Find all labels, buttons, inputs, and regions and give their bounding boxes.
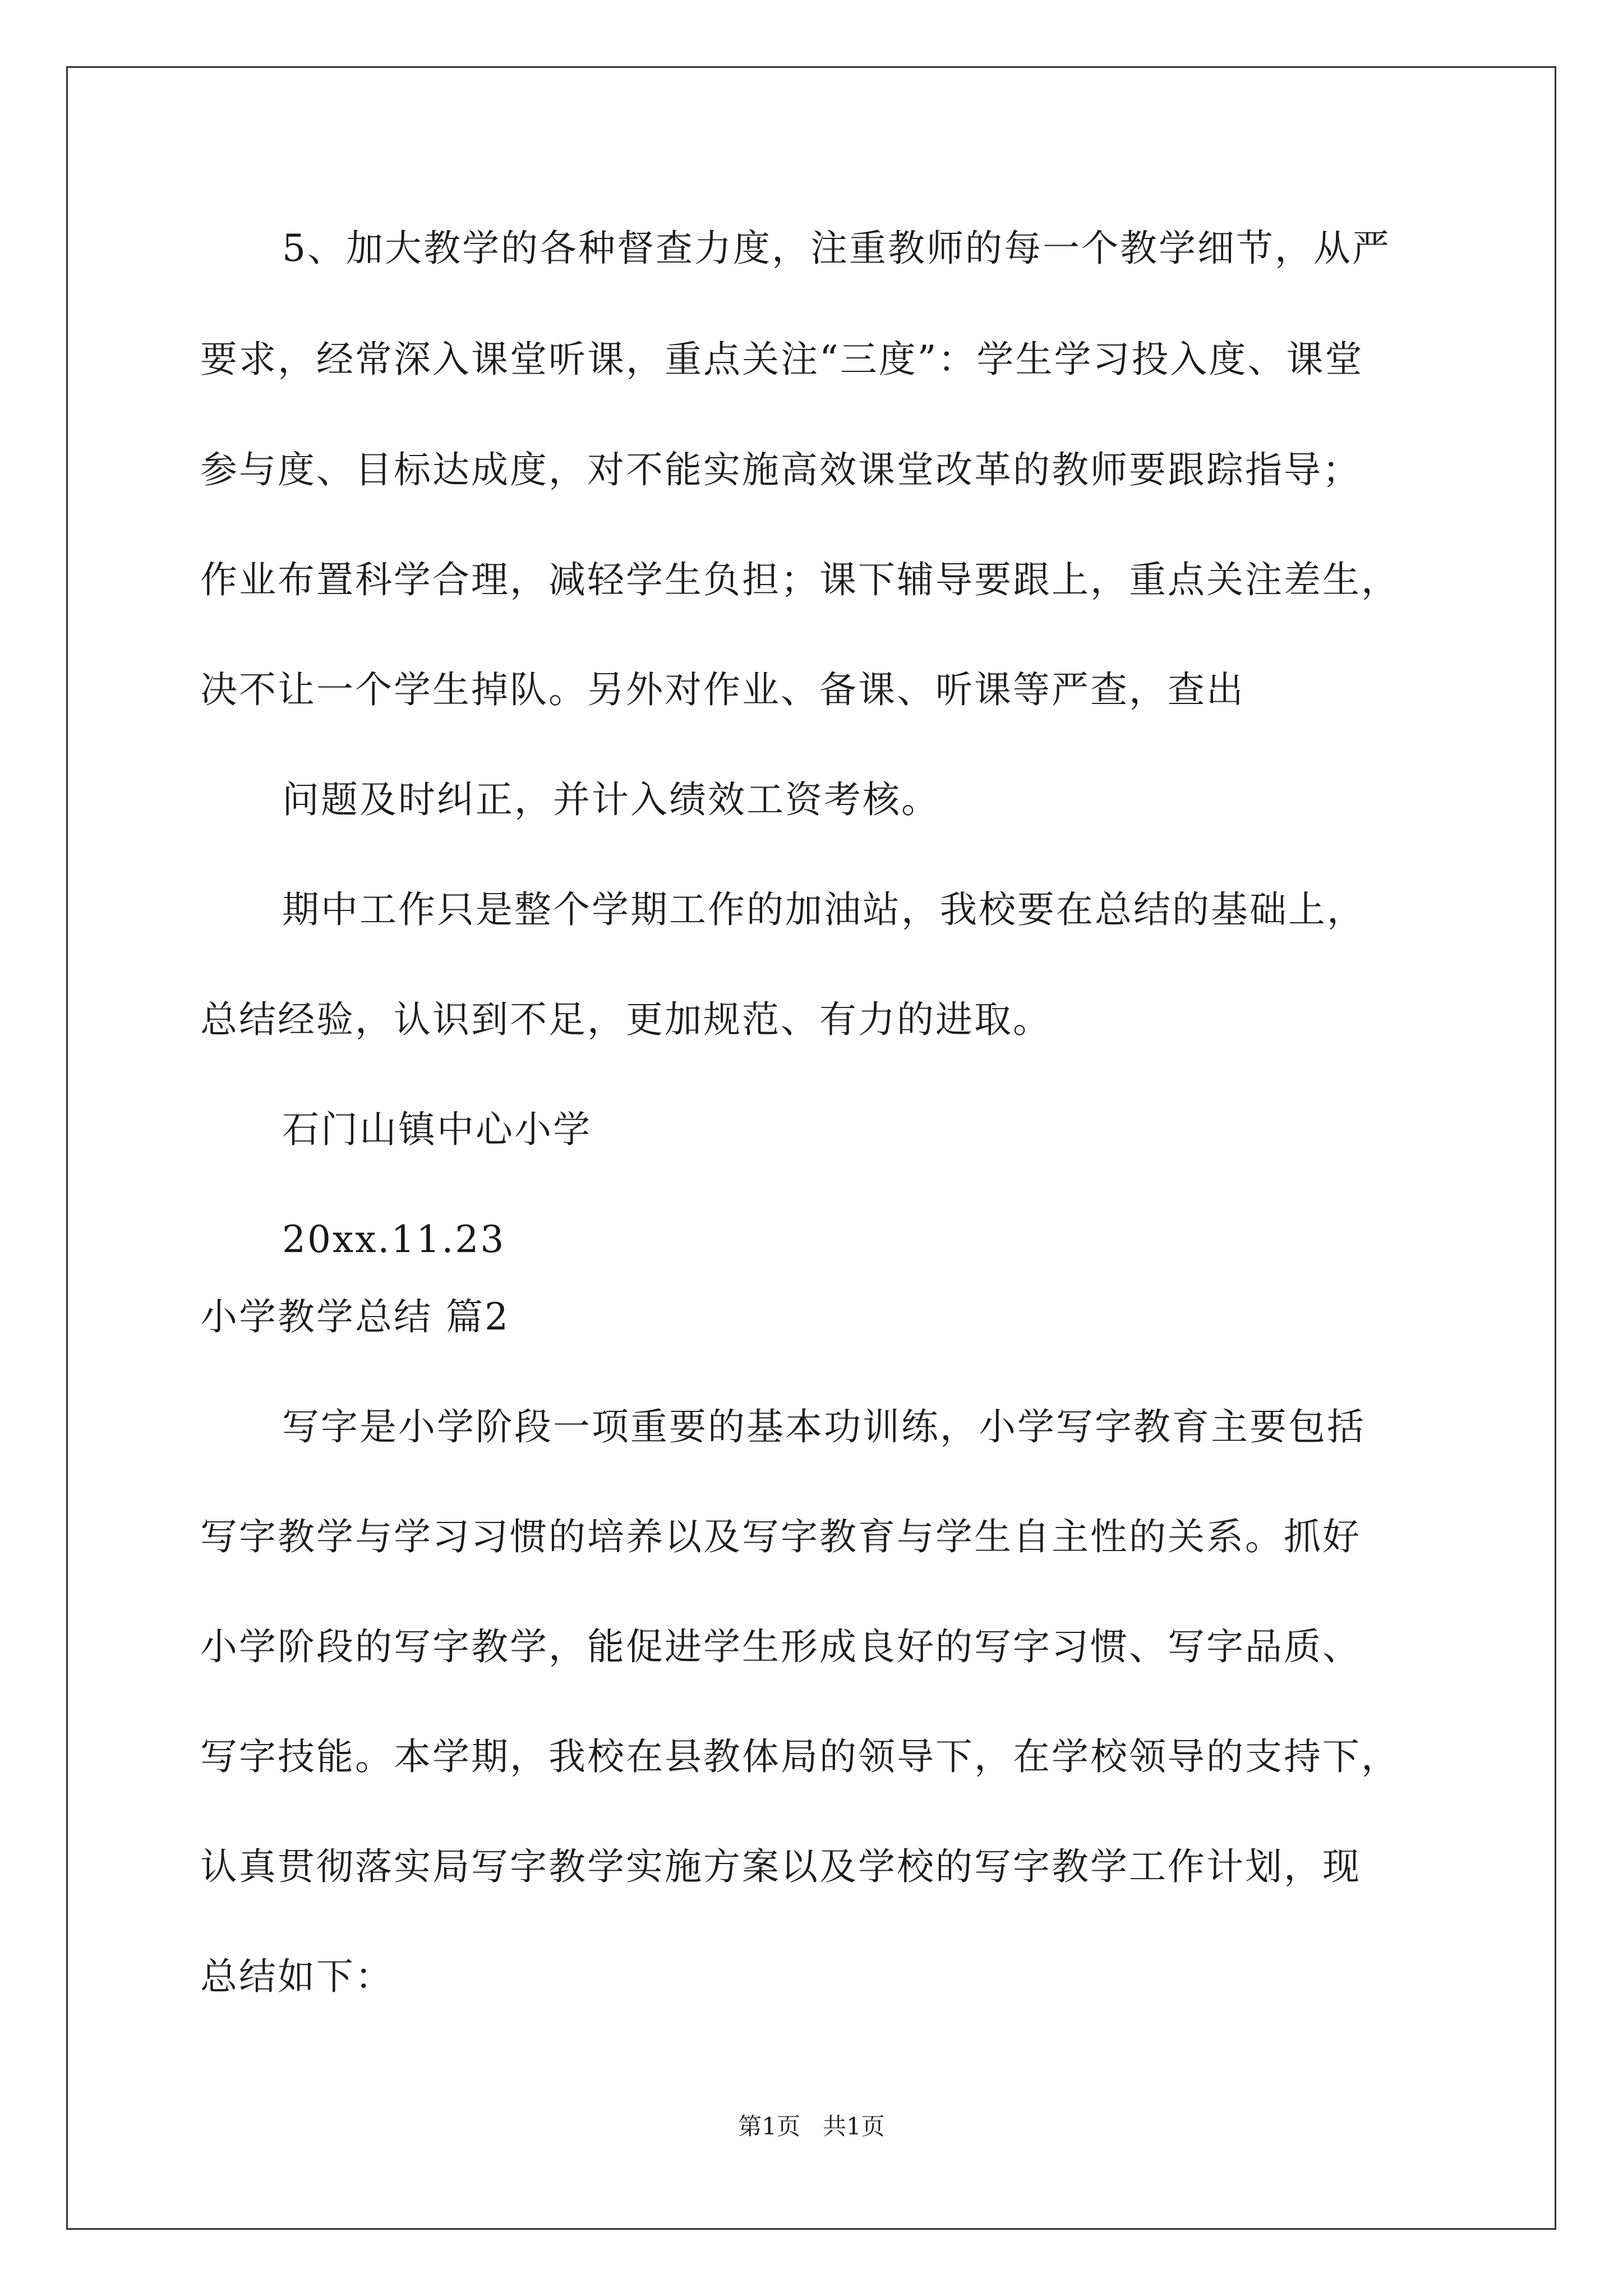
paragraph-line: 5、加大教学的各种督查力度，注重教师的每一个教学细节，从严 (282, 227, 1391, 270)
paragraph-line: 期中工作只是整个学期工作的加油站，我校要在总结的基础上， (282, 888, 1366, 931)
page-footer: 第1页 共1页 (738, 2113, 885, 2140)
paragraph-line: 写字技能。本学期，我校在县教体局的领导下，在学校领导的支持下， (200, 1735, 1400, 1778)
section-heading: 小学教学总结 篇2 (200, 1295, 510, 1338)
paragraph-line: 要求，经常深入课堂听课，重点关注“三度”：学生学习投入度、课堂 (200, 338, 1364, 381)
paragraph-line: 写字教学与学习习惯的培养以及写字教育与学生自主性的关系。抓好 (200, 1515, 1361, 1558)
paragraph-line: 决不让一个学生掉队。另外对作业、备课、听课等严查，查出 (200, 668, 1245, 711)
paragraph-line: 问题及时纠正，并计入绩效工资考核。 (282, 778, 940, 821)
paragraph-line: 写字是小学阶段一项重要的基本功训练，小学写字教育主要包括 (282, 1405, 1366, 1448)
paragraph-line: 总结如下： (200, 1955, 394, 1998)
paragraph-line: 小学阶段的写字教学，能促进学生形成良好的写字习惯、写字品质、 (200, 1625, 1361, 1668)
paragraph-line: 总结经验，认识到不足，更加规范、有力的进取。 (200, 998, 1052, 1041)
signature-school: 石门山镇中心小学 (282, 1108, 592, 1151)
paragraph-line: 认真贯彻落实局写字教学实施方案以及学校的写字教学工作计划，现 (200, 1845, 1361, 1888)
paragraph-line: 作业布置科学合理，减轻学生负担；课下辅导要跟上，重点关注差生， (200, 558, 1400, 601)
paragraph-line: 参与度、目标达成度，对不能实施高效课堂改革的教师要跟踪指导； (200, 448, 1361, 491)
signature-date: 20xx.11.23 (282, 1218, 506, 1261)
